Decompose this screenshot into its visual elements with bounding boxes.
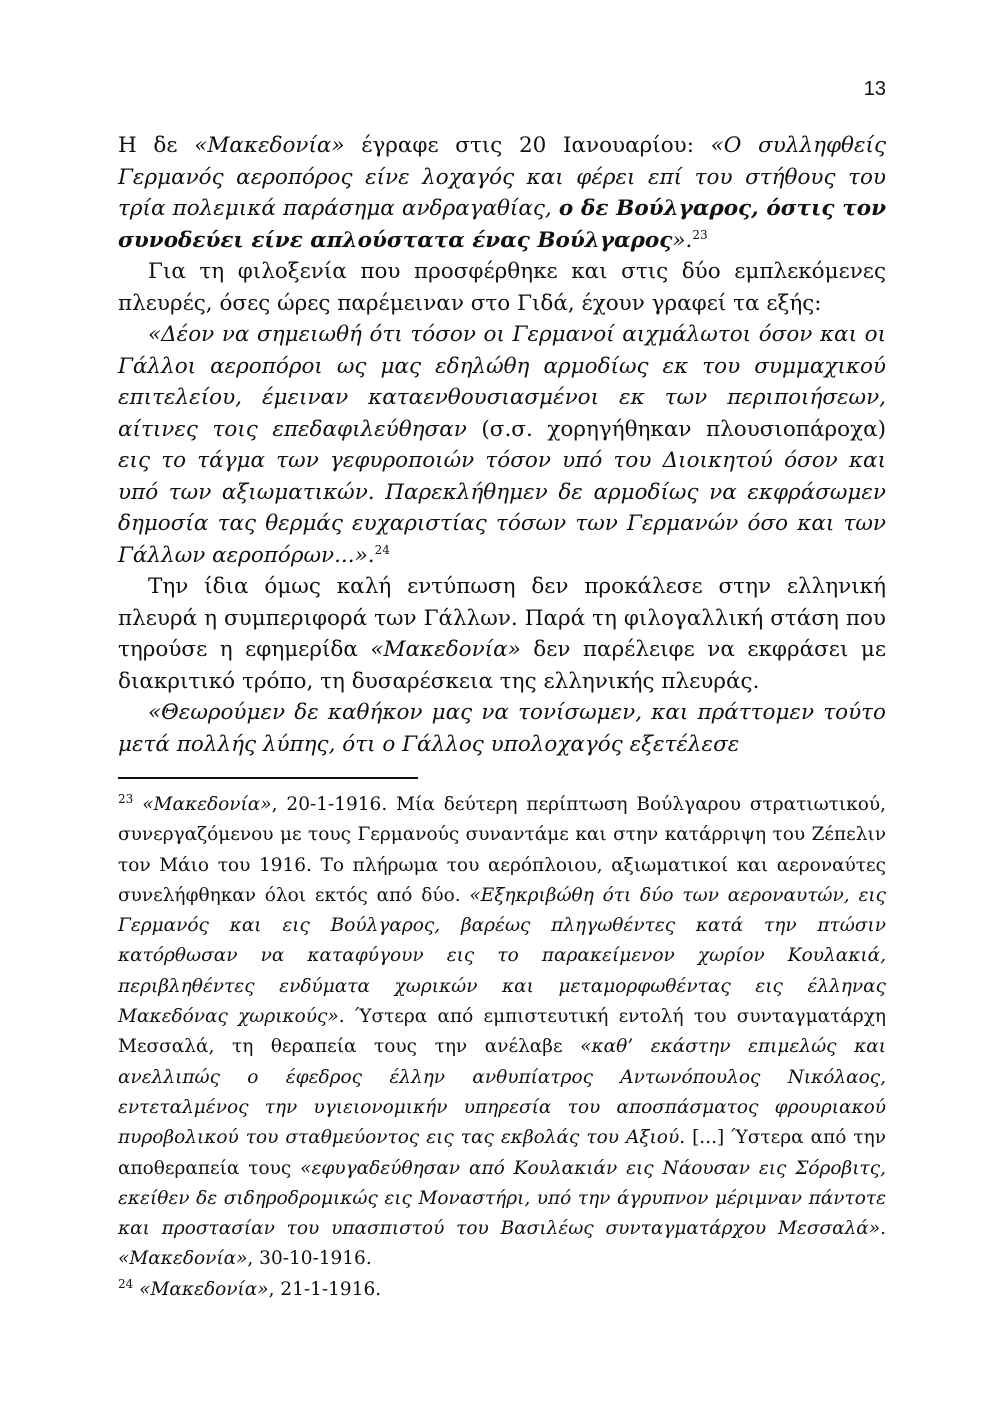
p4-newspaper-name: «Μακεδονία»	[370, 637, 521, 662]
paragraph-3	[118, 319, 886, 571]
footnote-24	[118, 1275, 886, 1305]
p4-text-a: Την ίδια όμως καλή εντύπωση δεν προκάλεσε στην ελληνική πλευρά η συμπεριφορά των Γάλλων. Παρά τη φιλογαλλική στάση που τηρούσε η εφημερίδα	[118, 574, 886, 662]
paragraph-1	[118, 130, 886, 256]
footnote-number-24: 24	[118, 1276, 134, 1291]
footnote-ref-24: 24	[374, 542, 390, 557]
fn23-text-j: , 30-10-1916.	[247, 1248, 372, 1270]
p1-text-c: έγραφε στις 20 Ιανουαρίου:	[344, 133, 711, 158]
fn23-text-i: «Μακεδονία»	[118, 1248, 248, 1270]
fn23-text-g: «εφυγαδεύθησαν από Κουλακιάν εις Νάουσαν εις Σόροβιτς, εκείθεν δε σιδηροδρομικώς εις Μοναστήρι, υπό την άγρυπνον μέριμναν πάντοτε και προστασίαν του υπασπιστού του Βασιλέως συνταγματάρχου Μεσσαλά»	[118, 1157, 886, 1240]
fn23-text-b: , 20-1-1916. Μία δεύτερη περίπτωση Βούλγαρου στρατιωτικού, συνεργαζόμενου με τους Γερμανούς συναντάμε και στην κατάρριψη του Ζέπελιν τον Μάιο του 1916. Το πλήρωμα του αερόπλοιου, αξιωματικοί και αεροναύτες συνελήφθηκαν όλοι εκτός από δύο.	[118, 794, 886, 906]
footnote-23	[118, 790, 886, 1275]
p3-quote-a: «Δέον να σημειωθή ότι τόσον οι Γερμανοί αιχμάλωτοι όσον και οι Γάλλοι αεροπόροι ως μας εδηλώθη αρμοδίως εκ του συμμαχικού επιτελείου, έμειναν καταενθουσιασμένοι εκ των περιποιήσεων, αίτινες τοις επεδαφιλεύθησαν	[118, 322, 886, 442]
fn23-text-h: .	[880, 1218, 886, 1240]
paragraph-4	[118, 571, 886, 697]
page-number: 13	[863, 78, 886, 100]
fn23-text-c: «Εξηκριβώθη ότι δύο των αεροναυτών, εις Γερμανός και εις Βούλγαρος, βαρέως πληγωθέντες κατά την πτώσιν κατόρθωσαν να καταφύγουν εις το παρακείμενον χωρίον Κουλακιά, περιβληθέντες ενδύματα χωρικών και μεταμορφωθέντας εις έλληνας Μακεδόνας χωρικούς»	[118, 884, 886, 1028]
p1-text-a: Η δε	[118, 133, 195, 158]
fn24-text-a: «Μακεδονία»	[139, 1278, 269, 1300]
footnote-number-23: 23	[118, 791, 134, 806]
p4-text-c: δεν παρέλειφε να εκφράσει με διακριτικό τρόπο, τη δυσαρέσκεια της ελληνικής πλευράς.	[118, 637, 886, 694]
footnotes	[118, 790, 886, 1305]
p3-quote-c: εις το τάγμα των γεφυροποιών τόσον υπό του Διοικητού όσον και υπό των αξιωματικών. Παρεκλήθημεν δε αρμοδίως να εκφράσωμεν δημοσία τας θερμάς ευχαριστίας τόσων των Γερμανών όσο και των Γάλλων αεροπόρων...».	[118, 448, 886, 568]
p3-editor-note: (σ.σ. χορηγήθηκαν πλουσιοπάροχα)	[466, 416, 886, 442]
p1-quote-bold: ο δε Βούλγαρος, όστις τον συνοδεύει είνε απλούστατα ένας Βούλγαρος	[118, 196, 887, 253]
fn23-text-d: . Ύστερα από εμπιστευτική εντολή του συνταγματάρχη Μεσσαλά, τη θεραπεία τους την ανέλαβε	[118, 1006, 887, 1058]
p1-quote-end: ».	[672, 227, 693, 253]
main-text	[118, 130, 886, 760]
footnote-separator	[118, 777, 418, 779]
p1-quote: «Ο συλληφθείς Γερμανός αεροπόρος είνε λοχαγός και φέρει επί του στήθους του τρία πολεμικά παράσημα ανδραγαθίας,	[118, 133, 886, 221]
fn23-text-e: «καθ’ εκάστην επιμελώς και ανελλιπώς ο έφεδρος έλλην ανθυπίατρος Αντωνόπουλος Νικόλαος, εντεταλμένος την υγιειονομικήν υπηρεσία του αποσπάσματος φρουριακού πυροβολικού του σταθμεύοντος εις τας εκβολάς του Αξιού.	[118, 1036, 886, 1149]
paragraph-2: Για τη φιλοξενία που προσφέρθηκε και στις δύο εμπλεκόμενες πλευρές, όσες ώρες παρέμειναν στο Γιδά, έχουν γραφεί τα εξής:	[118, 259, 886, 316]
footnote-ref-23: 23	[692, 227, 708, 242]
p1-newspaper-name: «Μακεδονία»	[194, 133, 345, 158]
fn24-text-b: , 21-1-1916.	[268, 1278, 382, 1300]
fn23-text-f: [...] Ύστερα από την αποθεραπεία τους	[118, 1127, 886, 1179]
fn23-text-a: «Μακεδονία»	[142, 794, 272, 815]
paragraph-5: «Θεωρούμεν δε καθήκον μας να τονίσωμεν, και πράττομεν τούτο μετά πολλής λύπης, ότι ο Γάλλος υπολοχαγός εξετέλεσε	[118, 700, 886, 757]
